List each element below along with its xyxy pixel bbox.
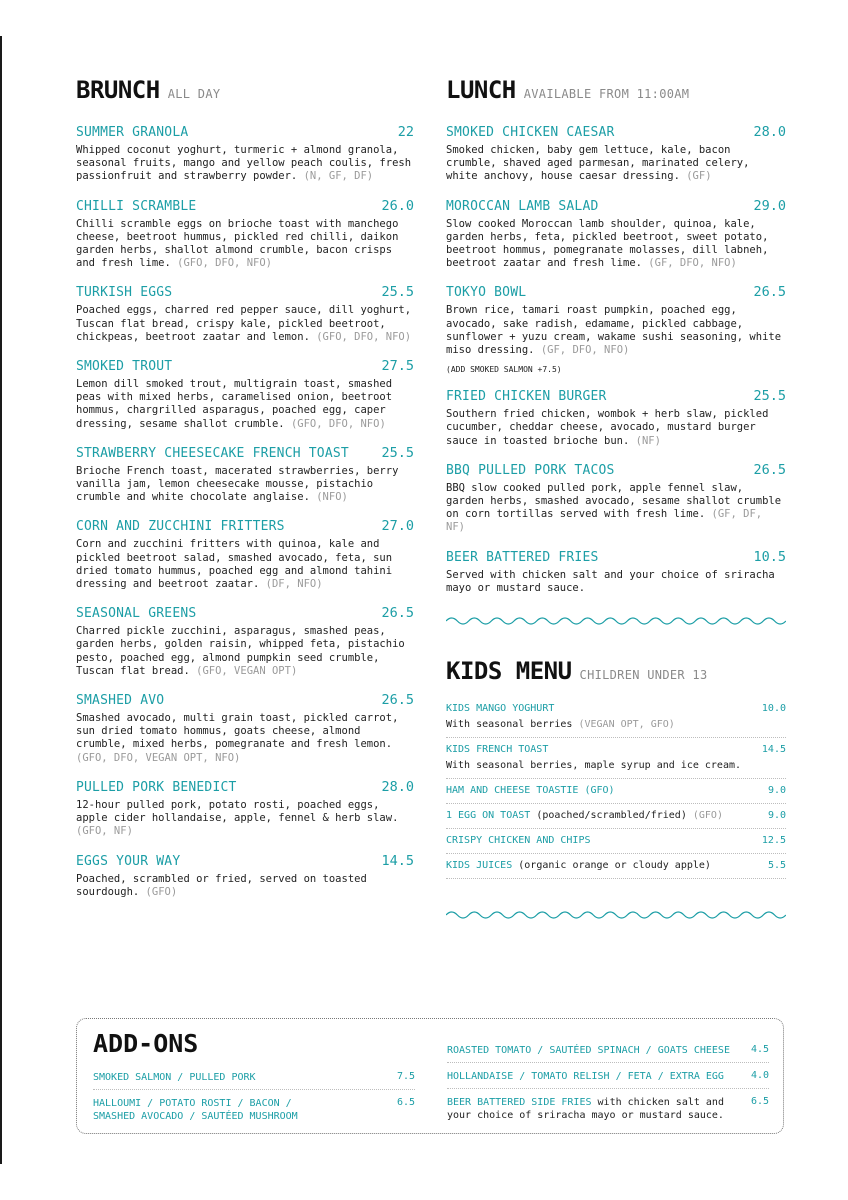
kids-item-header bbox=[446, 785, 786, 796]
dietary-tags: (GF, DF, NF) bbox=[446, 508, 763, 534]
kids-item bbox=[446, 738, 786, 779]
menu-item-header bbox=[446, 462, 786, 478]
menu-item-description-text: Brown rice, tamari roast pumpkin, poached egg, avocado, sake radish, edamame, pickled cabbage, sunflower + yuzu cream, wakame sushi seasoning, white miso dressing. bbox=[446, 304, 782, 357]
menu-item bbox=[446, 549, 786, 595]
menu-item bbox=[76, 853, 414, 899]
dietary-tags: (GFO, DFO, NFO) bbox=[316, 330, 412, 343]
dietary-tags: (DF, NFO) bbox=[265, 578, 323, 591]
addon-name bbox=[447, 1096, 739, 1122]
menu-item-description-text: Charred pickle zucchini, asparagus, smashed peas, garden herbs, golden raisin, whipped feta, pistachio pesto, poached egg, almond pumpkin seed crumble, Tuscan flat bread. bbox=[76, 625, 405, 677]
menu-item-name: MOROCCAN LAMB SALAD bbox=[446, 198, 599, 214]
menu-item-header bbox=[76, 853, 414, 869]
menu-item-header bbox=[76, 779, 414, 795]
menu-item-header bbox=[76, 124, 414, 140]
menu-item-header bbox=[76, 284, 414, 300]
menu-item-header bbox=[76, 518, 414, 534]
dietary-tags: (NF) bbox=[635, 434, 661, 447]
menu-item-price: 25.5 bbox=[753, 388, 786, 405]
menu-item-description bbox=[76, 304, 414, 344]
kids-item-title: HAM AND CHEESE TOASTIE (GFO) bbox=[446, 785, 615, 797]
kids-item-header bbox=[446, 860, 786, 871]
lunch-section bbox=[446, 76, 786, 595]
brunch-item-list bbox=[76, 124, 414, 899]
brunch-title: BRUNCH bbox=[76, 76, 160, 104]
dietary-tags: (GFO, DFO, VEGAN OPT, NFO) bbox=[76, 751, 241, 764]
menu-item-name: CHILLI SCRAMBLE bbox=[76, 198, 197, 214]
addon-name: SMOKED SALMON / PULLED PORK bbox=[93, 1072, 256, 1083]
menu-item bbox=[446, 124, 786, 184]
menu-item-header bbox=[446, 549, 786, 565]
kids-item-header bbox=[446, 703, 786, 714]
dietary-tags: (GF, DFO, NFO) bbox=[540, 344, 630, 357]
menu-item bbox=[76, 605, 414, 678]
menu-item-description bbox=[76, 712, 414, 765]
menu-item-header bbox=[76, 445, 414, 461]
menu-item bbox=[446, 284, 786, 374]
addons-box bbox=[76, 1018, 784, 1134]
menu-item bbox=[76, 284, 414, 344]
menu-item-price: 26.0 bbox=[381, 197, 414, 214]
kids-item-header bbox=[446, 810, 786, 821]
menu-item-description-text: Lemon dill smoked trout, multigrain toast, smashed peas with mixed herbs, caramelised onion, beetroot hommus, chargrilled asparagus, poached egg, caper dressing, sesame shallot crumble. bbox=[76, 378, 393, 430]
menu-item-price: 26.5 bbox=[381, 605, 414, 622]
menu-item-price: 26.5 bbox=[381, 692, 414, 709]
menu-item-description bbox=[76, 625, 414, 678]
menu-item bbox=[446, 198, 786, 271]
menu-item bbox=[76, 445, 414, 505]
addon-item bbox=[93, 1097, 415, 1123]
addon-item bbox=[447, 1044, 769, 1057]
menu-item-description bbox=[446, 304, 786, 357]
addon-item bbox=[447, 1070, 769, 1083]
menu-item-name: SMASHED AVO bbox=[76, 693, 165, 709]
addon-price: 4.5 bbox=[750, 1044, 769, 1055]
kids-item-price: 12.5 bbox=[761, 835, 786, 847]
menu-item-name: FRIED CHICKEN BURGER bbox=[446, 389, 607, 405]
kids-item-description-text: With seasonal berries, maple syrup and ice cream. bbox=[446, 760, 742, 772]
addon-price: 7.5 bbox=[396, 1071, 415, 1082]
menu-item-price: 28.0 bbox=[753, 124, 786, 140]
menu-item-name: CORN AND ZUCCHINI FRITTERS bbox=[76, 519, 285, 535]
dietary-tags: (GF, DFO, NFO) bbox=[648, 257, 737, 270]
menu-item-description bbox=[76, 799, 414, 839]
kids-item-name bbox=[446, 703, 554, 714]
addon-price: 6.5 bbox=[750, 1096, 769, 1107]
menu-item-description bbox=[446, 482, 786, 535]
kids-item-name bbox=[446, 860, 711, 871]
right-column bbox=[446, 76, 786, 921]
menu-item bbox=[76, 358, 414, 431]
menu-item-description bbox=[76, 538, 414, 591]
kids-item-detail: (organic orange or cloudy apple) bbox=[518, 860, 711, 872]
menu-item-description bbox=[76, 144, 414, 184]
dietary-tags: (GFO, DFO, NFO) bbox=[290, 417, 386, 430]
menu-item-header bbox=[446, 124, 786, 140]
kids-item-title: KIDS MANGO YOGHURT bbox=[446, 703, 555, 715]
kids-header bbox=[446, 657, 786, 685]
lunch-title: LUNCH bbox=[446, 76, 516, 104]
menu-item-header bbox=[76, 358, 414, 374]
kids-item-price: 10.0 bbox=[761, 703, 786, 715]
kids-item-title: 1 EGG ON TOAST bbox=[446, 810, 531, 822]
menu-item-price: 22 bbox=[397, 124, 414, 140]
menu-item-header bbox=[446, 198, 786, 214]
dietary-tags: (GFO, DFO, NFO) bbox=[177, 257, 272, 270]
menu-item-description bbox=[446, 569, 786, 595]
wave-divider bbox=[446, 909, 786, 921]
menu-item-header bbox=[446, 284, 786, 300]
menu-item-header bbox=[446, 388, 786, 404]
kids-item-name bbox=[446, 835, 591, 846]
dietary-tags: (GF) bbox=[686, 170, 712, 183]
addon-item bbox=[93, 1071, 415, 1084]
menu-item bbox=[76, 198, 414, 271]
brunch-header bbox=[76, 76, 414, 104]
lunch-item-list bbox=[446, 124, 786, 595]
menu-item-name: BBQ PULLED PORK TACOS bbox=[446, 462, 615, 478]
menu-item bbox=[76, 692, 414, 765]
menu-item-description-text: Brioche French toast, macerated strawberries, berry vanilla jam, lemon cheesecake mousse, pistachio crumble and white chocolate anglaise. bbox=[76, 464, 399, 504]
menu-item bbox=[76, 124, 414, 184]
addon-price: 6.5 bbox=[396, 1097, 415, 1108]
menu-item-description bbox=[76, 218, 414, 271]
menu-item-description-text: Southern fried chicken, wombok + herb slaw, pickled cucumber, cheddar cheese, avocado, mustard burger sauce in toasted brioche bun. bbox=[446, 408, 769, 447]
brunch-subtitle: ALL DAY bbox=[167, 87, 221, 101]
menu-item-description bbox=[76, 378, 414, 431]
menu-item-price: 10.5 bbox=[753, 548, 786, 565]
menu-item-name: STRAWBERRY CHEESECAKE FRENCH TOAST bbox=[76, 445, 349, 461]
menu-item-description bbox=[446, 218, 786, 271]
menu-item-name: SMOKED TROUT bbox=[76, 359, 173, 375]
kids-item-price: 9.0 bbox=[767, 810, 786, 822]
kids-item-title: CRISPY CHICKEN AND CHIPS bbox=[446, 835, 591, 847]
menu-item-description-text: Chilli scramble eggs on brioche toast with manchego cheese, beetroot hummus, pickled red chilli, daikon garden herbs, shallot almond crumble, bacon crisps and fresh lime. bbox=[76, 217, 399, 270]
lunch-subtitle: AVAILABLE FROM 11:00AM bbox=[523, 87, 690, 101]
addon-name: HOLLANDAISE / TOMATO RELISH / FETA / EXTRA EGG bbox=[447, 1071, 724, 1082]
kids-item bbox=[446, 829, 786, 854]
menu-item-description-text: 12-hour pulled pork, potato rosti, poached eggs, apple cider hollandaise, apple, fennel & herb slaw. bbox=[76, 798, 399, 825]
dietary-tags: (GFO) bbox=[692, 810, 723, 822]
menu-item-price: 27.5 bbox=[381, 358, 414, 375]
addon-divider bbox=[93, 1089, 415, 1090]
menu-item-header bbox=[76, 198, 414, 214]
menu-item-header bbox=[76, 605, 414, 621]
kids-item bbox=[446, 804, 786, 829]
dietary-tags: (VEGAN OPT, GFO) bbox=[578, 719, 675, 731]
menu-item-price: 25.5 bbox=[381, 444, 414, 461]
menu-item-name: EGGS YOUR WAY bbox=[76, 853, 181, 869]
menu-item-name: SEASONAL GREENS bbox=[76, 606, 197, 622]
menu-item-description-text: Smashed avocado, multi grain toast, pickled carrot, sun dried tomato hommus, goats cheese, almond crumble, mixed herbs, pomegranate and fresh lemon. bbox=[76, 712, 399, 751]
menu-item-description-text: Poached eggs, charred red pepper sauce, dill yoghurt, Tuscan flat bread, crispy kale, pickled beetroot, chickpeas, beetroot zaatar and lemon. bbox=[76, 304, 412, 343]
dietary-tags: (NFO) bbox=[316, 491, 348, 504]
kids-item bbox=[446, 697, 786, 738]
kids-subtitle: CHILDREN UNDER 13 bbox=[579, 668, 708, 683]
menu-item bbox=[446, 388, 786, 448]
kids-item-description bbox=[446, 760, 786, 771]
menu-item-name: SUMMER GRANOLA bbox=[76, 125, 189, 140]
dietary-tags: (N, GF, DF) bbox=[303, 170, 374, 183]
menu-item-header bbox=[76, 692, 414, 708]
addon-name: HALLOUMI / POTATO ROSTI / BACON / SMASHED AVOCADO / SAUTÉED MUSHROOM bbox=[93, 1098, 298, 1122]
dietary-tags: (GFO, VEGAN OPT) bbox=[196, 664, 298, 677]
menu-item-name: SMOKED CHICKEN CAESAR bbox=[446, 125, 615, 140]
kids-item-header bbox=[446, 744, 786, 755]
menu-item-description bbox=[76, 465, 414, 505]
kids-item-name bbox=[446, 785, 615, 796]
menu-item-description-text: Whipped coconut yoghurt, turmeric + almond granola, seasonal fruits, mango and yellow peach coulis, fresh passionfruit and strawberry powder. bbox=[76, 144, 412, 183]
menu-item-name: PULLED PORK BENEDICT bbox=[76, 779, 237, 795]
menu-item-description-text: Poached, scrambled or fried, served on toasted sourdough. bbox=[76, 872, 367, 898]
menu-item-name: BEER BATTERED FRIES bbox=[446, 549, 599, 565]
menu-item-description bbox=[76, 873, 414, 899]
menu-item-price: 26.5 bbox=[753, 284, 786, 301]
menu-item-price: 26.5 bbox=[753, 461, 786, 478]
dietary-tags: (GFO) bbox=[145, 885, 178, 898]
kids-item-name bbox=[446, 744, 548, 755]
brunch-section bbox=[76, 76, 414, 913]
kids-section bbox=[446, 657, 786, 879]
addon-name: ROASTED TOMATO / SAUTÉED SPINACH / GOATS CHEESE bbox=[447, 1045, 730, 1056]
kids-item-price: 14.5 bbox=[761, 744, 786, 756]
menu-item-price: 25.5 bbox=[381, 284, 414, 301]
kids-item-description-text: With seasonal berries bbox=[446, 719, 573, 731]
kids-item-price: 9.0 bbox=[767, 785, 786, 797]
menu-item-price: 29.0 bbox=[753, 197, 786, 214]
kids-item-price: 5.5 bbox=[767, 860, 786, 872]
kids-item bbox=[446, 779, 786, 804]
wave-divider bbox=[446, 615, 786, 627]
menu-item bbox=[76, 518, 414, 591]
kids-item-detail: (poached/scrambled/fried) bbox=[536, 810, 687, 822]
addon-item bbox=[447, 1096, 769, 1122]
menu-item-price: 28.0 bbox=[381, 778, 414, 795]
menu-item bbox=[76, 779, 414, 839]
menu-item bbox=[446, 462, 786, 535]
kids-item-description bbox=[446, 719, 786, 730]
addon-name-detail: with chicken salt and your choice of sriracha mayo or mustard sauce. bbox=[447, 1097, 724, 1121]
menu-item-description-text: Corn and zucchini fritters with quinoa, kale and pickled beetroot salad, smashed avocado, feta, sun dried tomato hummus, poached egg and almond tahini dressing and beetroot zaatar. bbox=[76, 538, 393, 591]
menu-item-extra: (ADD SMOKED SALMON +7.5) bbox=[446, 365, 562, 375]
kids-item-list bbox=[446, 697, 786, 879]
addons-title: ADD-ONS bbox=[93, 1029, 199, 1058]
menu-item-price: 14.5 bbox=[381, 852, 414, 869]
addon-divider bbox=[447, 1088, 769, 1089]
dietary-tags: (GFO, NF) bbox=[76, 825, 133, 838]
menu-item-price: 27.0 bbox=[381, 518, 414, 535]
menu-item-name: TURKISH EGGS bbox=[76, 285, 173, 301]
kids-item-title: KIDS FRENCH TOAST bbox=[446, 744, 549, 756]
addon-price: 4.0 bbox=[750, 1070, 769, 1081]
page-edge-line bbox=[0, 36, 2, 1164]
kids-item-header bbox=[446, 835, 786, 846]
lunch-header bbox=[446, 76, 786, 104]
addon-name-highlight: BEER BATTERED SIDE FRIES bbox=[447, 1097, 592, 1108]
menu-item-description-text: Served with chicken salt and your choice of sriracha mayo or mustard sauce. bbox=[446, 568, 775, 594]
menu-item-description bbox=[446, 144, 786, 184]
kids-item-name bbox=[446, 810, 723, 821]
addon-divider bbox=[447, 1062, 769, 1063]
menu-item-name: TOKYO BOWL bbox=[446, 285, 527, 301]
kids-item-title: KIDS JUICES bbox=[446, 860, 513, 872]
menu-item-description-text: Slow cooked Moroccan lamb shoulder, quinoa, kale, garden herbs, feta, pickled beetroot, sweet potato, beetroot hommus, pomegranate molasses, dill labneh, beetroot zaatar and fresh lime. bbox=[446, 217, 769, 270]
kids-item bbox=[446, 854, 786, 879]
menu-item-description-text: Smoked chicken, baby gem lettuce, kale, bacon crumble, shaved aged parmesan, marinated celery, white anchovy, house caesar dressing. bbox=[446, 144, 750, 183]
menu-item-description-text: BBQ slow cooked pulled pork, apple fennel slaw, garden herbs, smashed avocado, sesame shallot crumble on corn tortillas served with fresh lime. bbox=[446, 481, 782, 521]
menu-item-description bbox=[446, 408, 786, 448]
kids-title: KIDS MENU bbox=[446, 657, 572, 686]
